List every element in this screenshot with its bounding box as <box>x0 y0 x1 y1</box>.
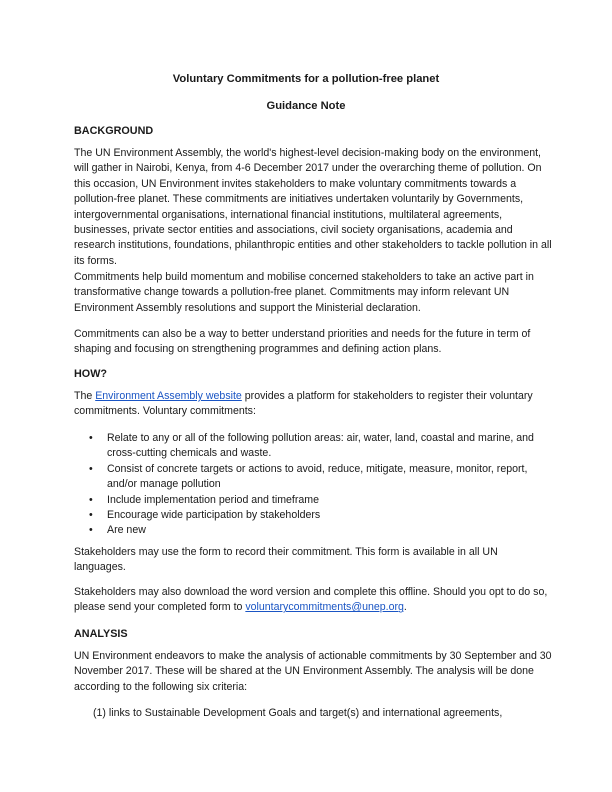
form-paragraph: Stakeholders may use the form to record their commitment. This form is available in all UN languages. <box>74 546 498 574</box>
list-item-text: Are new <box>107 524 146 537</box>
download-text-after: . <box>403 601 407 614</box>
environment-assembly-website-link[interactable]: Environment Assembly website <box>95 390 242 402</box>
background-heading: BACKGROUND <box>74 125 154 137</box>
criteria-item-1: (1) links to Sustainable Development Goals and target(s) and international agreements, <box>93 707 503 719</box>
analysis-heading: ANALYSIS <box>74 628 128 640</box>
bullet-icon: • <box>89 432 93 444</box>
list-item <box>74 523 552 538</box>
download-paragraph <box>74 585 552 616</box>
list-item-text: Include implementation period and timeframe <box>107 493 319 506</box>
voluntary-commitments-list <box>74 431 552 539</box>
how-intro-text-before: The <box>74 390 96 402</box>
list-item <box>74 431 552 462</box>
background-paragraph-3: Commitments can also be a way to better understand priorities and needs for the future in term of shaping and focusing on strengthening programmes and defining action plans. <box>74 328 531 356</box>
list-item-text: Consist of concrete targets or actions to avoid, reduce, mitigate, measure, monitor, report, and/or manage pollution <box>107 462 528 491</box>
list-item <box>74 462 552 493</box>
email-link[interactable]: voluntarycommitments@unep.org <box>245 601 404 614</box>
list-item-text: Relate to any or all of the following pollution areas: air, water, land, coastal and marine, and cross-cutting chemicals and waste. <box>107 432 534 460</box>
how-intro-text-after: provides a platform for stakeholders to register their voluntary commitments. Voluntary commitments: <box>74 390 533 418</box>
bullet-icon: • <box>89 493 93 506</box>
bullet-icon: • <box>89 524 93 537</box>
background-paragraph-1: The UN Environment Assembly, the world's highest-level decision-making body on the environment, will gather in Nairobi, Kenya, from 4-6 December 2017 under the overarching theme of pollution. On this occasion, UN Environment invites stakeholders to make voluntary commitments towards a pollution-free planet. These commitments are initiatives undertaken voluntarily by Governments, intergovernmental organisations, international financial institutions, multilateral agreements, businesses, private sector entities and associations, civil society organisations, academia and research institutions, foundations, philanthropic entities and other stakeholders to tackle pollution in all its forms. <box>74 147 552 267</box>
analysis-paragraph: UN Environment endeavors to make the analysis of actionable commitments by 30 September and 30 November 2017. These will be shared at the UN Environment Assembly. The analysis will be done according to the following six criteria: <box>74 650 552 693</box>
download-text-before: Stakeholders may also download the word version and complete this offline. Should you opt to do so, please send your completed form to <box>74 586 548 614</box>
bullet-icon: • <box>89 462 93 475</box>
document-title: Voluntary Commitments for a pollution-free planet <box>172 73 440 85</box>
document-subtitle: Guidance Note <box>266 100 346 112</box>
how-intro-paragraph <box>74 389 552 420</box>
bullet-icon: • <box>89 509 93 522</box>
how-heading: HOW? <box>74 368 107 380</box>
list-item-text: Encourage wide participation by stakeholders <box>107 509 321 522</box>
background-paragraph-2: Commitments help build momentum and mobilise concerned stakeholders to take an active part in transformative change towards a pollution-free planet. Commitments may inform relevant UN Environment Assembly resolutions and support the Ministerial declaration. <box>74 271 534 314</box>
list-item <box>74 508 552 523</box>
list-item <box>74 493 552 508</box>
